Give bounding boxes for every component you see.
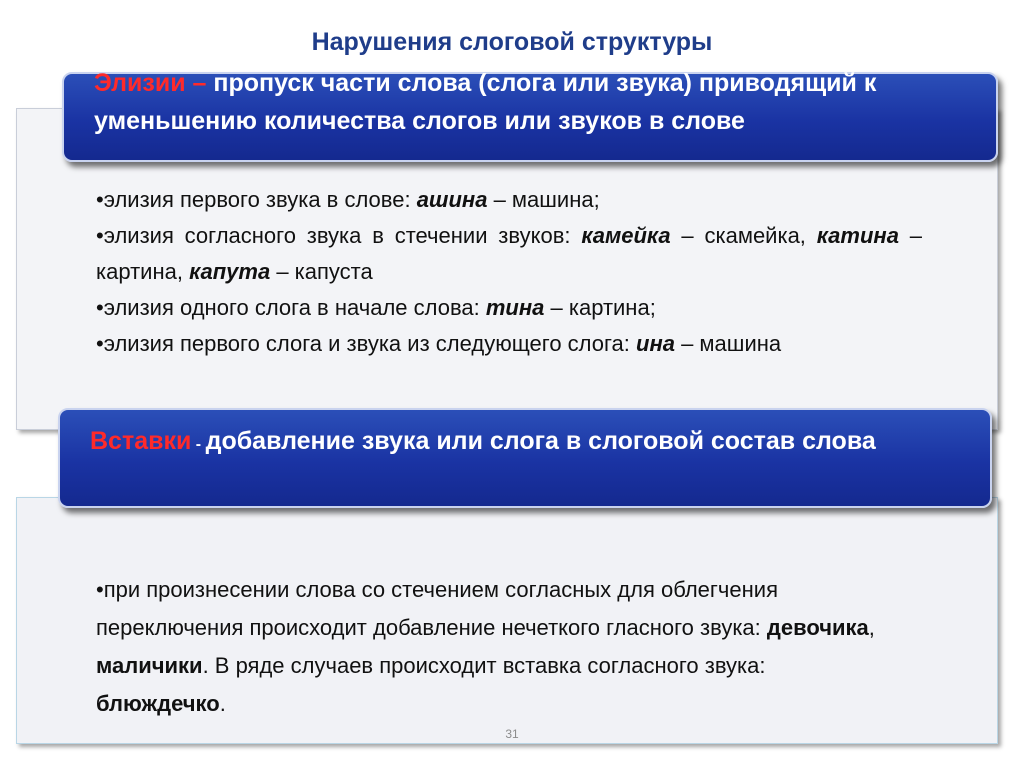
item-text: элизия первого слога и звука из следующего слога: bbox=[103, 331, 636, 356]
elisions-banner bbox=[62, 69, 998, 162]
list-item bbox=[96, 326, 922, 362]
item-text: – машина; bbox=[487, 187, 600, 212]
elisions-definition bbox=[94, 64, 974, 140]
bullet: • bbox=[96, 187, 104, 212]
term-dash: - bbox=[191, 436, 206, 453]
item-text: – капуста bbox=[270, 259, 373, 284]
item-text: элизия одного слога в начале слова: bbox=[103, 295, 486, 320]
list-item bbox=[96, 182, 922, 218]
example-word: тина bbox=[485, 295, 545, 320]
example-word: камейка bbox=[581, 223, 671, 248]
elisions-definition-text: пропуск части слова (слога или звука) приводящий к уменьшению количества слогов или звуков в слове bbox=[94, 69, 877, 135]
elisions-list bbox=[96, 182, 922, 362]
separator: , bbox=[868, 615, 875, 640]
item-text: элизия первого звука в слове: bbox=[103, 187, 417, 212]
paragraph-text: . В ряде случаев происходит вставка согласного звука: bbox=[202, 653, 766, 678]
example-word: катина bbox=[816, 223, 899, 248]
insertions-banner bbox=[58, 408, 992, 508]
insertions-definition bbox=[90, 422, 960, 464]
list-item bbox=[96, 218, 922, 290]
elisions-term: Элизии – bbox=[94, 69, 207, 97]
item-text: элизия согласного звука в стечении звуков: bbox=[103, 223, 582, 248]
insertions-term: Вставки bbox=[90, 427, 192, 455]
slide-title: Нарушения слоговой структуры bbox=[311, 28, 713, 56]
bullet: • bbox=[96, 577, 104, 602]
item-text: – картина, bbox=[96, 223, 922, 284]
bullet: • bbox=[96, 295, 104, 320]
example-word: капута bbox=[189, 259, 271, 284]
insertions-definition-text: добавление звука или слога в слоговой состав слова bbox=[205, 427, 876, 455]
paragraph-text: при произнесении слова со стечением согласных для облегчения переключения происходит добавление нечеткого гласного звука: bbox=[96, 577, 778, 640]
page-number: 31 bbox=[505, 727, 519, 741]
example-word: маличики bbox=[96, 653, 203, 678]
item-text: – картина; bbox=[544, 295, 656, 320]
list-item bbox=[96, 290, 922, 326]
example-word: ина bbox=[636, 331, 675, 356]
example-word: блюждечко bbox=[96, 691, 220, 716]
example-word: девочика bbox=[766, 615, 869, 640]
bullet: • bbox=[96, 223, 104, 248]
paragraph-text: . bbox=[219, 691, 226, 716]
bullet: • bbox=[96, 331, 104, 356]
example-word: ашина bbox=[416, 187, 488, 212]
insertions-paragraph bbox=[96, 571, 896, 723]
item-text: – машина bbox=[674, 331, 782, 356]
item-text: – скамейка, bbox=[670, 223, 817, 248]
